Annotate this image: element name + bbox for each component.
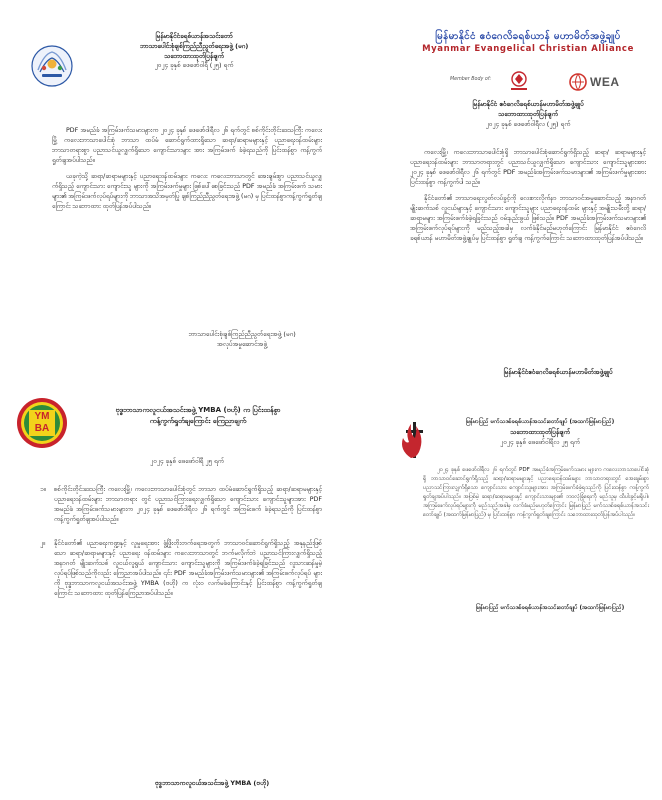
statement-body (423, 466, 649, 526)
statement-title: သဘောထားထုတ်ပြန်ချက် (510, 427, 570, 436)
paragraph-text: စစ်ကိုင်းတိုင်းဒေသကြီး ကလေးမြို့၊ ကလေးဘာသာပေါင်းစုံတွင် ဘာသာ ထပ်မံဆောင်ရွက်ရှိသည့် ဆရာ/ဆရာမများနှင့် ပညာရေးဝန်ထမ်းများ ဘာသာတရား တွင် ပညာသင်ကြားရေးလျှက်ရှိသော ကျောင်းသား ကျောင်းသူများအား PDF အမည်ခံ အကြမ်းဖက်သမားများက ၂၀၂၄ ခုနှစ် ဖေဖော်ဝါရီလ ၂၆ ရက်တွင် အကြမ်းဖက် ခံခဲ့ရသည်ကို ပြင်းထန်စွာ ကန့်ကွက်ရှုတ်ချအပ်ပါသည်။ (54, 486, 322, 523)
statement-heading (78, 405, 318, 427)
letterhead (400, 30, 656, 55)
paragraph-number: ၁။ (40, 486, 46, 493)
letterhead-title-mm: မြန်မာနိုင်ငံ ဧဝံဂေလိခရစ်ယာန် မဟာမိတ်အဖွဲ့ချုပ် (435, 31, 621, 42)
statement-body (40, 485, 322, 605)
statement-date: ၂၀၂၄ ခုနှစ် ဖေဖော်ဝါရီ (၂၅) ရက် (154, 61, 234, 70)
paragraph: ကလေးမြို့၊ ကလေးဘာသာပေါင်းစုံရှိ ဘာသာပေါင်းစုံဆောင်ရွက်ရှိသည့် ဆရာ/ ဆရာမများနှင့် ပညာရေးဝန်ထမ်းများ ဘာသာတရားတွင် ပညာသင်ယူလျှက်ရှိသော ကျောင်းသား ကျောင်းသူများအား ၂၀၂၄ ခုနှစ် ဖေဖော်ဝါရီလ ၂၆ ရက်တွင် PDF အမည်ခံအကြမ်းဖက်သမားများ၏ အကြမ်းဖက်မှုများအား ပြင်းထန်စွာ ကန့်ကွက်ပါ သည်။ (410, 149, 646, 186)
signature-line: ဗုဒ္ဓဘာသာကလူငယ်အသင်းအဖွဲ့ YMBA (ဗဟို) (154, 779, 270, 787)
signature-block (112, 779, 312, 789)
statement-title: သဘောထားထုတ်ပြန်ချက် (498, 109, 558, 118)
paragraph: ယခုကဲ့သို့ ဆရာ/ဆရာမများနှင့် ပညာရေးဝန်ထမ်းများ ကလေး ကလေးဘာသာတွင် အေးချမ်းစွာ ပညာသင်ယူလျှက်ရှိသည့် ကျောင်းသား ကျောင်းသူ များကို အကြမ်းဖက်မှုများ ဖြစ်ပေါ်စေခြင်းသည် PDF အမည်ခံ အကြမ်းဖက် သမားများ၏ အကြမ်းဖက်လုပ်ရပ်များကို ဘာသာအသိအမှတ်ပြု ချစ်ကြည်ညီညွတ်ရေးအဖွဲ့ (မဂ) မှ ပြင်းထန်စွာကန့်ကွက်ရှုတ်ချကြောင်း သဘောထား ထုတ်ပြန်အပ်ပါသည်။ (52, 173, 323, 210)
signature-line: ဘာသာပေါင်းစုံချစ်ကြည်ညီညွတ်ရေးအဖွဲ့ (မဂ) (188, 330, 296, 338)
org-name: မြန်မာပြည် မက်သဒစ်ခရစ်ယာန်အသင်းတော်ချုပ် (အထက်မြန်မာပြည်) (465, 419, 615, 425)
signature-line: မြန်မာပြည် မက်သဒစ်ခရစ်ယာန်အသင်းတော်ချုပ် (အထက်မြန်မာပြည်) (475, 605, 625, 611)
paragraph: PDF အမည်ခံ အကြမ်းဖက်သမားများက ၂၀၂၄ ခုနှစ် ဖေဖော်ဝါရီလ ၂၆ ရက်တွင် စစ်ကိုင်းတိုင်းဒေသကြီး ကလေးမြို့ ကလေးဘာသာပေါင်းစုံ ဘာသာ ထပ်မံ ဆောင်ရွက်ထားရှိသော ဆရာ/ဆရာမများနှင့် ပညာရေးဝန်ထမ်းများ ဘာသာတရားစွာ ပညာသင်ယူလျှက်ရှိသော ကျောင်းသားများ အား အကြမ်းဖက် ခံခဲ့ရသည်ကို ပြင်းထန်စွာ ကန့်ကွက်ရှုတ်ချအပ်ပါသည်။ (52, 127, 322, 164)
statement-heading (400, 100, 656, 129)
statement-body (410, 148, 646, 250)
numbered-paragraph (40, 485, 322, 525)
statement-title: ဗုဒ္ဓဘာသာကလူငယ်အသင်းအဖွဲ့ YMBA (ဗဟို) က ပြင်းထန်စွာ (115, 406, 281, 414)
signature-block (460, 368, 656, 378)
statement-date: ၂၀၂၄ ခုနှစ် ဖေဖော်ဝါရီလ ၂၅ ရက် (500, 437, 580, 446)
ymba-logo (16, 397, 68, 449)
interfaith-emblem-icon (30, 44, 74, 88)
paragraph-number: ၂။ (40, 540, 45, 547)
signature-line: မြန်မာနိုင်ငံဧဝံဂေလိခရစ်ယာန်မဟာမိတ်အဖွဲ့ချုပ် (503, 368, 613, 376)
wea-globe-icon (568, 72, 588, 92)
cross-and-flame-icon (397, 418, 427, 462)
signature-block (162, 330, 322, 350)
statement-methodist (395, 418, 655, 618)
statement-title: သဘောထားထုတ်ပြန်ချက် (164, 51, 224, 60)
statement-interfaith (12, 30, 330, 370)
statement-body (52, 126, 322, 218)
statement-date: ၂၀၂၄ ခုနှစ် ဖေဖော်ဝါရီလ (၂၅) ရက် (485, 119, 571, 128)
numbered-paragraph (40, 539, 322, 599)
member-of-row (450, 70, 650, 92)
org-name: မြန်မာနိုင်ငံ ဧဝံဂေလိခရစ်ယာန်မဟာမိတ်အဖွဲ့ချုပ် (472, 100, 584, 108)
letterhead-title-en: Myanmar Evangelical Christian Alliance (422, 44, 634, 54)
statement-meca (400, 30, 656, 380)
member-label: Member Body of: (450, 77, 492, 82)
paragraph: နိုင်ငံတော်၏ ဘာသာရေးလွတ်လပ်ခွင့်ကို လေးစားလိုက်နာ ဘာသာဝင်အမှုဆောင်သည့် အနာဂတ် မျိုးဆက်သစ် လူငယ်များနှင့် ကျောင်းသား ကျောင်းသူများ ပညာရေးဝန်ထမ်း များနှင့် အမျိုးသမီးတို့ ဆရာ/ဆရာမများ အကြမ်းဖက်ခံခဲ့ရခြင်းသည် ဝမ်းနည်းဖွယ် ဖြစ်သည်။ PDF အမည်ခံအကြမ်းဖက်သမားများ၏ အကြမ်းဖက်လုပ်ရပ်များကို မည်သည့်အခါမှ လက်ခံနိုင်မည်မဟုတ်ကြောင်း မြန်မာနိုင်ငံ ဧဝံဂေလိခရစ်ယာန် မဟာမိတ်အဖွဲ့ချုပ်မှ ပြင်းထန်စွာ ရှုတ်ချ ကန့်ကွက်ကြောင်း သဘောထားထုတ်ပြန်အပ်ပါသည်။ (410, 195, 646, 242)
regional-alliance-logo-icon (506, 70, 532, 92)
signature-line: အလုပ်အမှုဆောင်အဖွဲ့ (216, 339, 268, 348)
paragraph-text: နိုင်ငံတော်၏ ပညာရေးကဏ္ဍနှင့် လူမှုရေးအား ဖွံ့ဖြိုးတိုးတက်ရေးအတွက် ဘာသာဝင်ဆောင်ရွက်ရှိသည့် အနုနည်းဖြစ်သော ဆရာ/ဆရာမများနှင့် ပညာရေး ဝန်ထမ်းများ ကလေးဘာသာတွင် ဘက်မလိုက်ဘဲ ပညာသင်ကြားလျှက်ရှိသည့် အနာဂတ် မျိုးဆက်သစ် လူငယ်လူရွယ် ကျောင်းသား ကျောင်းသူများကို အကြမ်းဖက်ခံခဲ့ရခြင်းသည် လူသားဆန်မှုမဲ့ လုပ်ရပ်ဖြစ်သည်ကိုလည်း ကြေညာအပ်ပါသည်။ ၎င်း PDF အမည်ခံအကြမ်းဖက်သမားများ၏ အကြမ်းဖက်လုပ်ရပ် များကို ဗုဒ္ဓဘာသာကလူငယ်အသင်းအဖွဲ့ YMBA (ဗဟို) က လုံးဝ လက်မခံကြောင်းနှင့် ပြင်းထန်စွာ ကန့်ကွက်ရှုတ်ချကြောင်း သဘောထား ထုတ်ပြန်ကြေညာအပ်ပါသည်။ (54, 540, 322, 597)
statement-ymba (12, 395, 330, 795)
statement-date-row (52, 457, 322, 467)
signature-block (445, 604, 655, 614)
statement-heading (425, 418, 655, 447)
org-name: မြန်မာနိုင်ငံခရစ်ယာန်အသင်းတော် (155, 32, 233, 40)
org-subname: ဘာသာပေါင်းစုံချစ်ကြည်ညီညွတ်ရေးအဖွဲ့ (မဂ) (139, 41, 249, 50)
statement-title: ကန့်ကွက်ရှုတ်ချကြောင်း ကြေညာချက် (149, 417, 247, 425)
paragraph: ၂၀၂၄ ခုနှစ် ဖေဖော်ဝါရီလ ၂၆ ရက်တွင် PDF အမည်ခံအကြမ်းဖက်သမား များက ကလေးဘာသာပေါင်းစုံရှိ ဘာသာဝင်ဆောင်ရွက်ရှိသည့် ဆရာ/ဆရာမများနှင့် ပညာရေးဝန်ထမ်းများ ဘာသာတရားတွင် အေးချမ်းစွာ ပညာသင်ကြားလျှက်ရှိသော ကျောင်းသား ကျောင်းသူများအား အကြမ်းဖက်ခံခဲ့ရသည်ကို ပြင်းထန်စွာ ကန့်ကွက်ရှုတ်ချအပ်ပါသည်။ အပြစ်မဲ့ ဆရာ/ဆရာမများနှင့် ကျောင်းသားများ၏ ဘဝလုံခြုံရေးကို မည်သူမှ ထိပါးခွင့်မရှိပါ။ အကြမ်းဖက်လုပ်ရပ်များကို မည်သည့်အခါမှ လက်ခံမည်မဟုတ်ကြောင်း မြန်မာပြည် မက်သဒစ်ခရစ်ယာန်အသင်းတော်ချုပ် (အထက်မြန်မာပြည်) မှ ပြင်းထန်စွာ ကန့်ကွက်ရှုတ်ချကြောင်း သဘောထားထုတ်ပြန်အပ်ပါသည်။ (423, 467, 649, 518)
ymba-logo-text: BA (34, 423, 50, 434)
statement-date: ၂၀၂၄ ခုနှစ် ဖေဖော်ဝါရီ ၂၅ ရက် (150, 457, 224, 465)
statement-heading (94, 32, 294, 71)
ymba-logo-text: YM (34, 411, 50, 422)
wea-logo (568, 72, 628, 92)
wea-logo-text: WEA (590, 75, 620, 89)
